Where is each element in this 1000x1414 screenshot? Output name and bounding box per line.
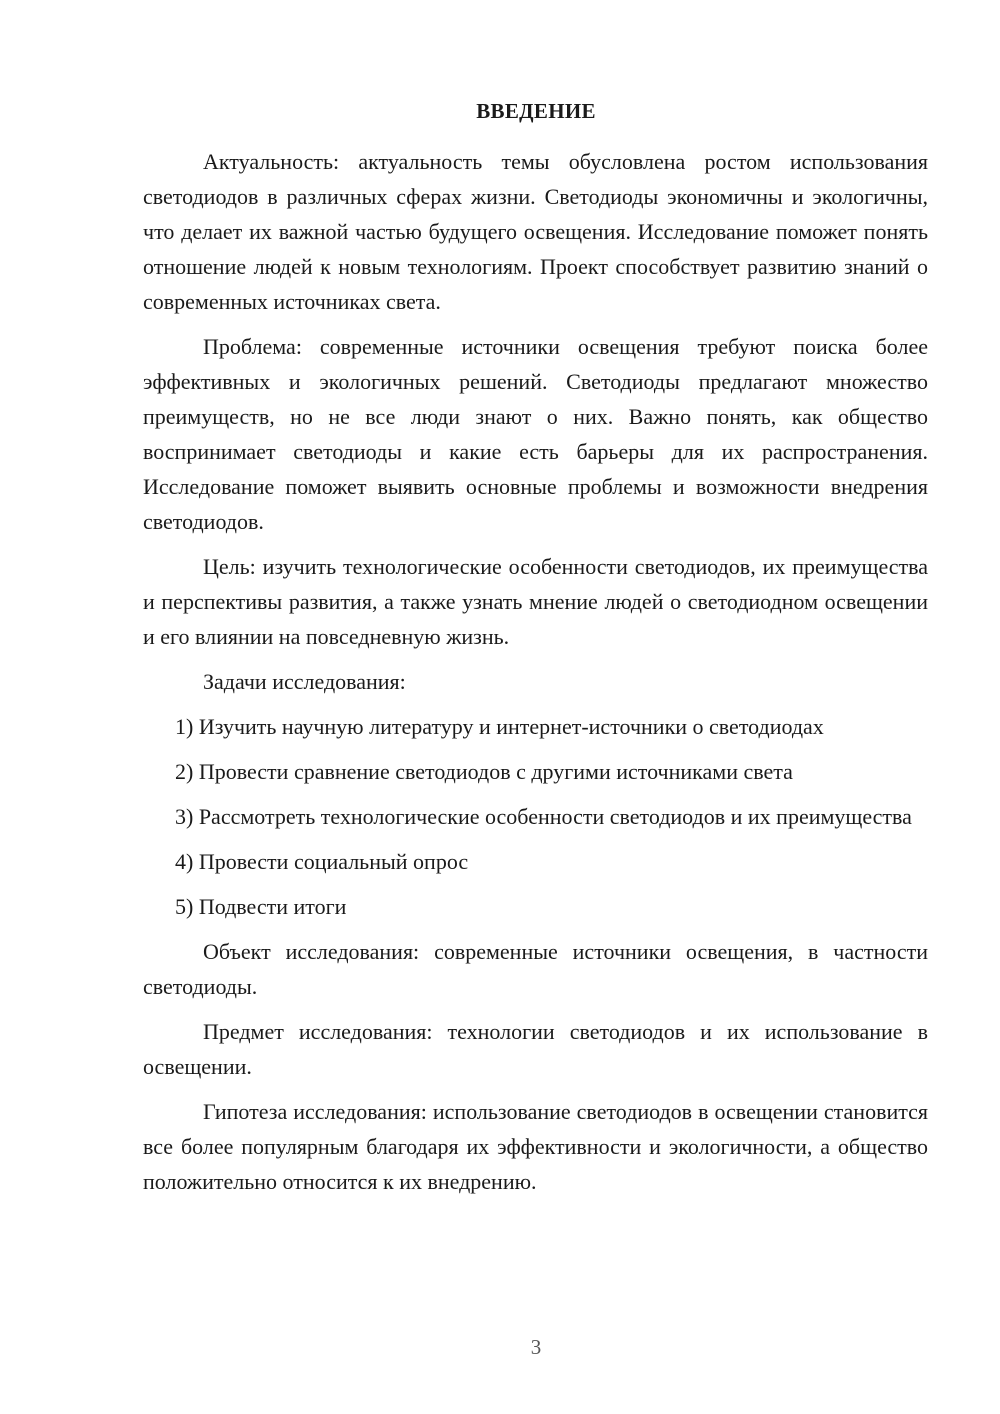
task-item: 2) Провести сравнение светодиодов с другими источниками света	[175, 759, 793, 784]
task-item: 4) Провести социальный опрос	[175, 849, 469, 874]
task-item: 1) Изучить научную литературу и интернет-источники о светодиодах	[175, 714, 824, 739]
task-item: 5) Подвести итоги	[175, 894, 347, 919]
problem-paragraph: Проблема: современные источники освещения требуют поиска более эффективных и экологичных решений. Светодиоды предлагают множество преимуществ, но не все люди знают о них. Важно понять, как общество воспринимает светодиоды и какие есть барьеры для их распространения. Исследование поможет выявить основные проблемы и возможности внедрения светодиодов.	[143, 334, 928, 534]
subject-paragraph: Предмет исследования: технологии светодиодов и их использование в освещении.	[143, 1019, 928, 1079]
object-paragraph: Объект исследования: современные источники освещения, в частности светодиоды.	[143, 939, 928, 999]
tasks-title: Задачи исследования:	[203, 669, 406, 694]
relevance-paragraph: Актуальность: актуальность темы обусловлена ростом использования светодиодов в различных сферах жизни. Светодиоды экономичны и экологичны, что делает их важной частью будущего освещения. Исследование поможет понять отношение людей к новым технологиям. Проект способствует развитию знаний о современных источниках света.	[143, 149, 928, 314]
section-heading: ВВЕДЕНИЕ	[476, 99, 596, 123]
task-item: 3) Рассмотреть технологические особенности светодиодов и их преимущества	[175, 804, 912, 829]
goal-paragraph: Цель: изучить технологические особенности светодиодов, их преимущества и перспективы развития, а также узнать мнение людей о светодиодном освещении и его влиянии на повседневную жизнь.	[143, 554, 928, 649]
page-number: 3	[530, 1335, 542, 1359]
document-body	[143, 144, 928, 1199]
hypothesis-paragraph: Гипотеза исследования: использование светодиодов в освещении становится все более популярным благодаря их эффективности и экологичности, а общество положительно относится к их внедрению.	[143, 1099, 928, 1194]
